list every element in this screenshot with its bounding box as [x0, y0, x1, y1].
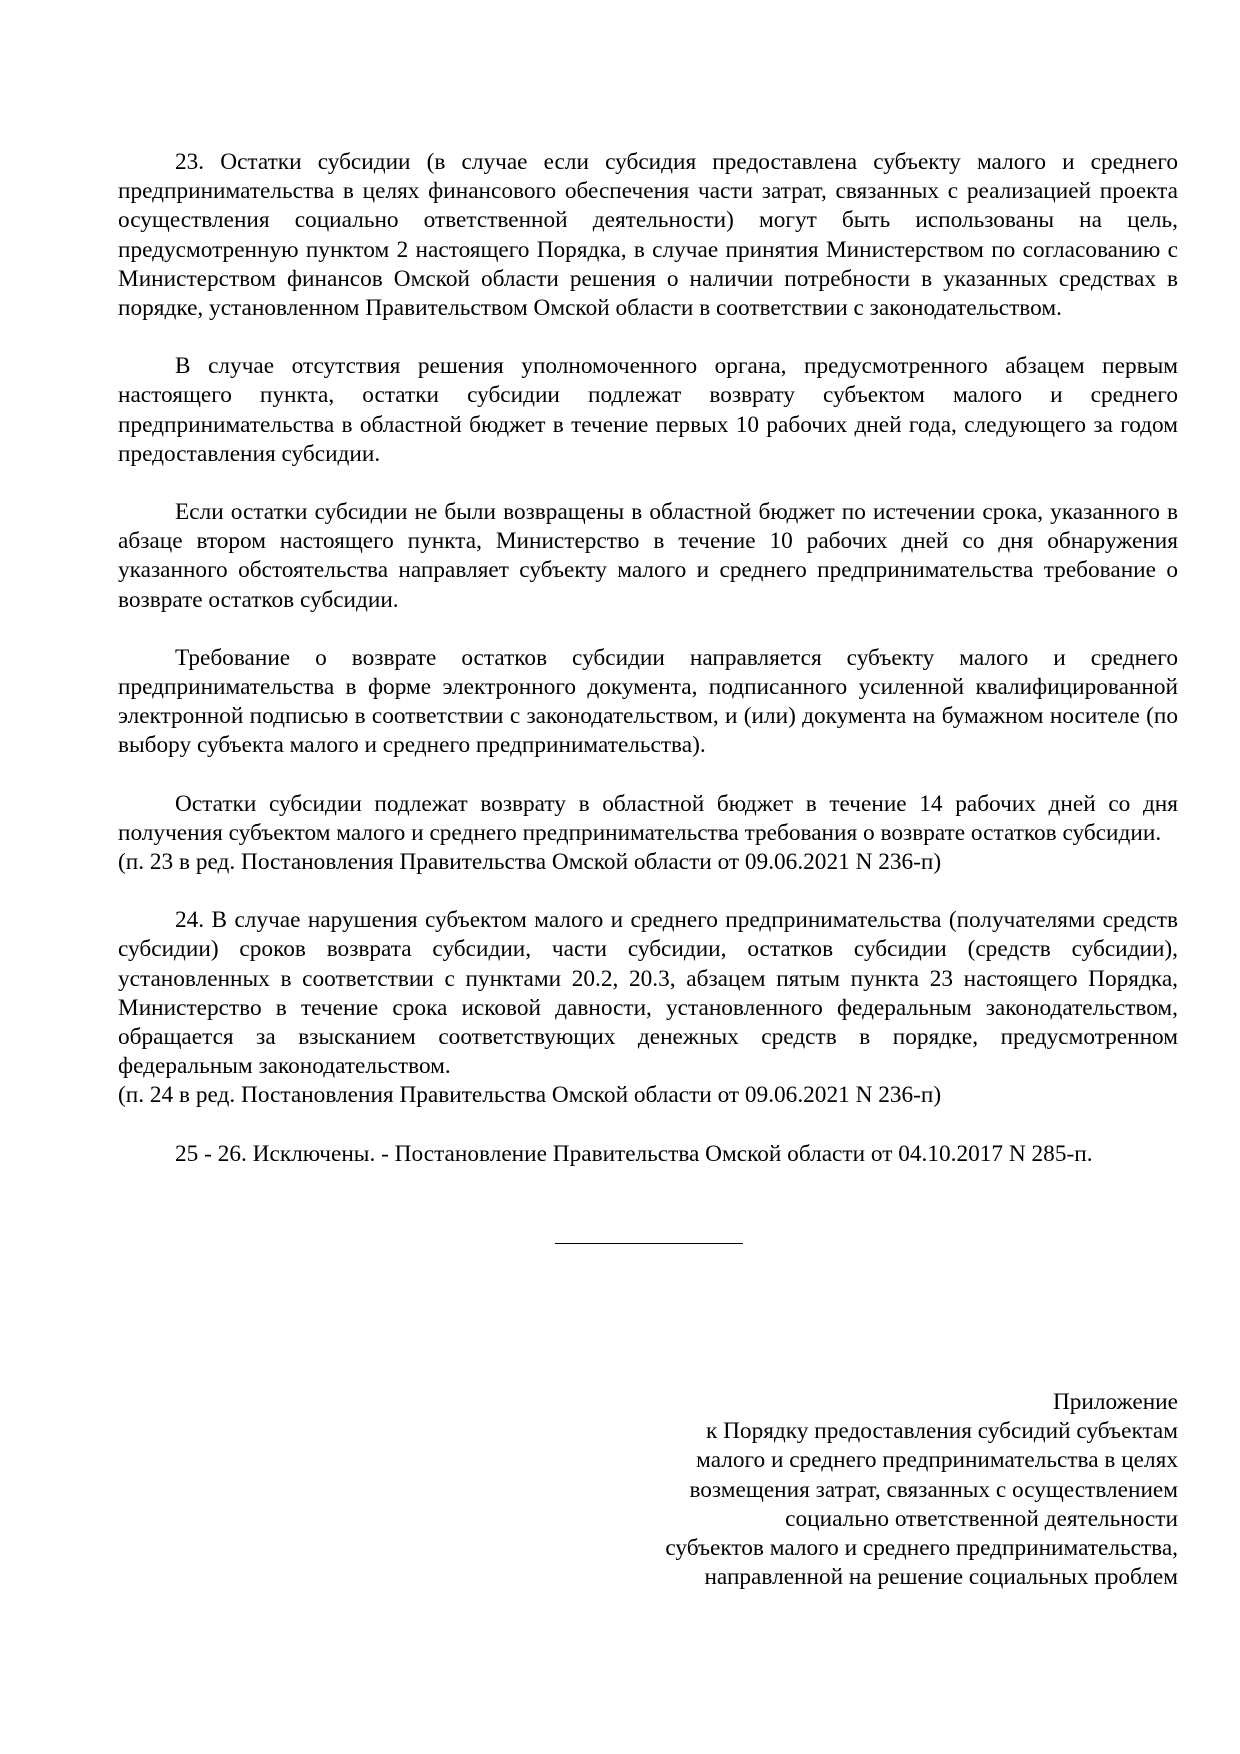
- paragraph-25-26: 25 - 26. Исключены. - Постановление Правительства Омской области от 04.10.2017 N 285-п.: [175, 1140, 1093, 1167]
- appendix-line: субъектов малого и среднего предпринимательства,: [665, 1535, 1178, 1562]
- appendix-title: Приложение: [1052, 1389, 1178, 1415]
- paragraph-gap: [118, 615, 1178, 644]
- appendix-line: возмещения затрат, связанных с осуществлением: [689, 1476, 1178, 1503]
- paragraph-gap: [118, 323, 1178, 352]
- paragraph-23-3: Если остатки субсидии не были возвращены в областной бюджет по истечении срока, указанного в абзаце втором настоящего пункта, Министерство в течение 10 рабочих дней со дня обнаружения указанного обстоятельства направляет субъекту малого и среднего предпринимательства требование о возврате остатков субсидии.: [118, 499, 1178, 613]
- appendix-line: социально ответственной деятельности: [785, 1505, 1178, 1532]
- appendix-header: [558, 1388, 1178, 1592]
- paragraph-23-2: В случае отсутствия решения уполномоченного органа, предусмотренного абзацем первым настоящего пункта, остатки субсидии подлежат возврату субъектом малого и среднего предпринимательства в областной бюджет в течение первых 10 рабочих дней года, следующего за годом предоставления субсидии.: [118, 353, 1178, 467]
- paragraph-gap: [118, 877, 1178, 906]
- section-separator-line: [555, 1243, 743, 1244]
- paragraph-23-5: Остатки субсидии подлежат возврату в областной бюджет в течение 14 рабочих дней со дня получения субъектом малого и среднего предпринимательства требования о возврате остатков субсидии.: [118, 790, 1178, 846]
- paragraph-gap: [118, 761, 1178, 790]
- paragraph-24: 24. В случае нарушения субъектом малого и среднего предпринимательства (получателями средств субсидии) сроков возврата субсидии, части субсидии, остатков субсидии (средств субсидии), установленных в соответствии с пунктами 20.2, 20.3, абзацем пятым пункта 23 настоящего Порядка, Министерство в течение срока исковой давности, установленного федеральным законодательством, обращается за взысканием соответствующих денежных средств в порядке, предусмотренном федеральным законодательством.: [118, 907, 1178, 1080]
- amendment-note-23: (п. 23 в ред. Постановления Правительства Омской области от 09.06.2021 N 236-п): [118, 849, 942, 876]
- appendix-line: направленной на решение социальных проблем: [704, 1564, 1178, 1591]
- amendment-note-24: (п. 24 в ред. Постановления Правительства Омской области от 09.06.2021 N 236-п): [118, 1082, 942, 1109]
- paragraph-23-1: 23. Остатки субсидии (в случае если субсидия предоставлена субъекту малого и среднего предпринимательства в целях финансового обеспечения части затрат, связанных с реализацией проекта осуществления социально ответственной деятельности) могут быть использованы на цель, предусмотренную пунктом 2 настоящего Порядка, в случае принятия Министерством по согласованию с Министерством финансов Омской области решения о наличии потребности в указанных средствах в порядке, установленном Правительством Омской области в соответствии с законодательством.: [118, 149, 1178, 322]
- appendix-line: к Порядку предоставления субсидий субъектам: [705, 1418, 1178, 1445]
- paragraph-gap: [118, 1111, 1178, 1140]
- document-body: [118, 148, 1178, 1169]
- paragraph-gap: [118, 469, 1178, 498]
- paragraph-23-4: Требование о возврате остатков субсидии направляется субъекту малого и среднего предпринимательства в форме электронного документа, подписанного усиленной квалифицированной электронной подписью в соответствии с законодательством, и (или) документа на бумажном носителе (по выбору субъекта малого и среднего предпринимательства).: [118, 644, 1178, 759]
- appendix-line: малого и среднего предпринимательства в целях: [696, 1447, 1178, 1474]
